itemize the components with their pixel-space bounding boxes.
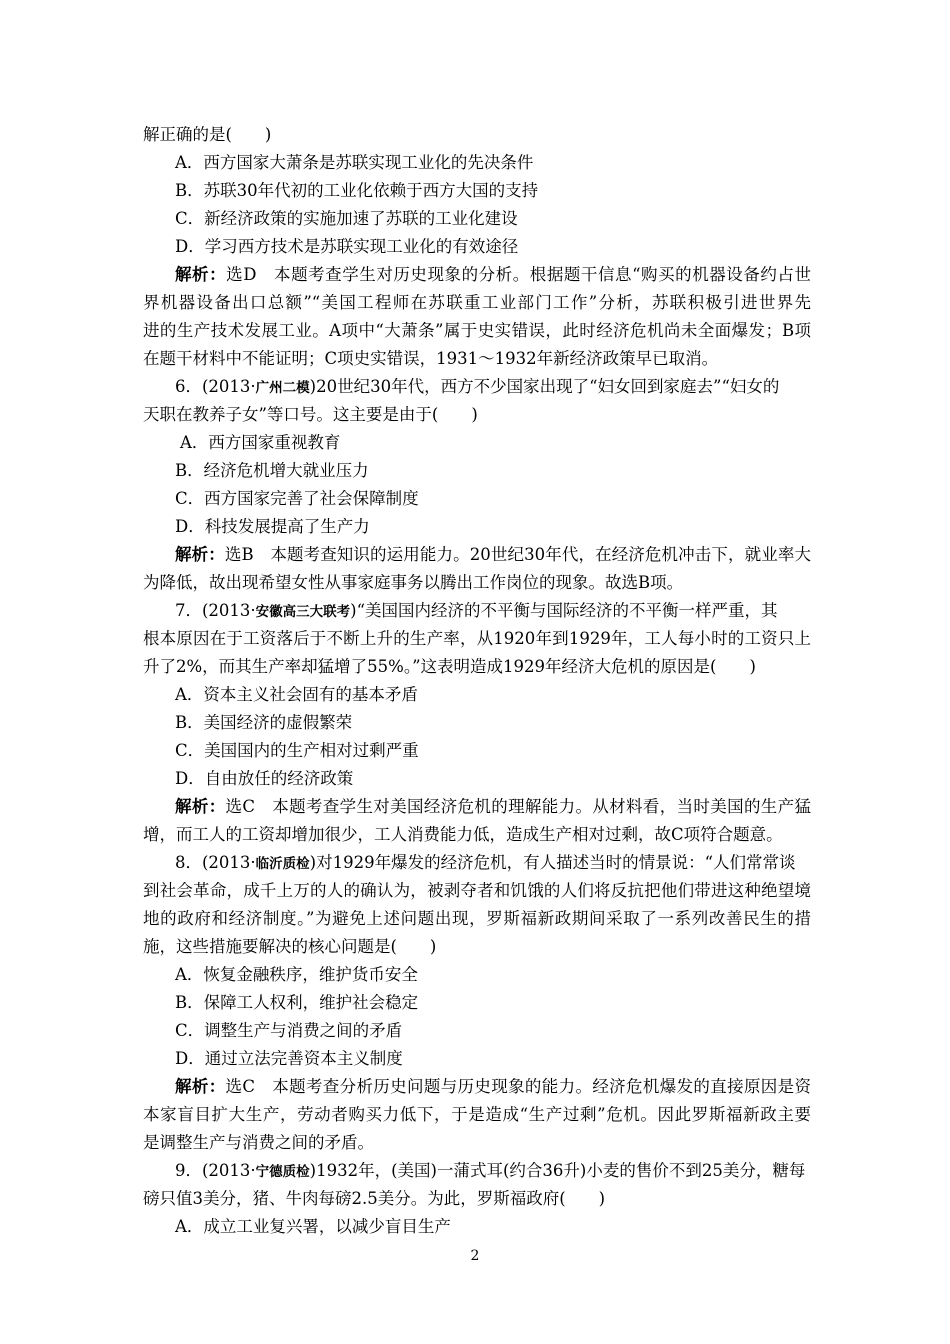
q6-option-a: A．西方国家重视教育 (180, 433, 341, 452)
q8-stem-line-4: 施，这些措施要解决的核心问题是( ) (143, 937, 437, 956)
q7-number: 7．(2013· (175, 601, 256, 620)
q6-analysis-line-2: 为降低，故出现希望女性从事家庭事务以腾出工作岗位的现象。故选B项。 (143, 573, 684, 592)
q5-option-b: B．苏联30年代初的工业化依赖于西方大国的支持 (175, 181, 539, 200)
q9-source: 宁德质检 (255, 1164, 310, 1180)
q7-option-d: D．自由放任的经济政策 (175, 769, 354, 788)
q7-stem-line-2: 根本原因在于工资落后于不断上升的生产率，从1920年到1929年，工人每小时的工资只上 (143, 629, 811, 648)
question-stem-continuation: 解正确的是( ) (143, 125, 272, 144)
q6-option-d: D．科技发展提高了生产力 (175, 517, 370, 536)
q5-analysis (175, 265, 811, 285)
analysis-label: 解析： (175, 1077, 226, 1096)
analysis-label: 解析： (175, 265, 227, 284)
q7-analysis-line-2: 增，而工人的工资却增加很少，工人消费能力低，造成生产相对过剩，故C项符合题意。 (143, 825, 783, 844)
q8-option-c: C．调整生产与消费之间的矛盾 (175, 1021, 403, 1040)
q8-analysis-line-3: 是调整生产与消费之间的矛盾。 (143, 1133, 374, 1152)
analysis-label: 解析： (175, 545, 225, 564)
q7-stem-line-3: 升了2%，而其生产率却猛增了55%。”这表明造成1929年经济大危机的原因是( ) (143, 657, 756, 676)
q7-option-a: A．资本主义社会固有的基本矛盾 (175, 685, 418, 704)
q8-stem-line-3: 地的政府和经济制度。”为避免上述问题出现，罗斯福新政期间采取了一系列改善民生的措 (143, 909, 811, 928)
analysis-label: 解析： (175, 797, 226, 816)
q7-source: 安徽高三大联考 (255, 604, 351, 620)
q8-stem-line-2: 到社会革命，成千上万的人的确认为，被剥夺者和饥饿的人们将反抗把他们带进这种绝望境 (143, 881, 811, 900)
q6-analysis (175, 545, 811, 565)
q6-option-b: B．经济危机增大就业压力 (175, 461, 369, 480)
q8-analysis (175, 1077, 811, 1097)
q8-stem (175, 853, 811, 874)
q5-analysis-line-3: 进的生产技术发展工业。A项中“大萧条”属于史实错误，此时经济危机尚未全面爆发；B项 (143, 321, 811, 340)
q9-option-a: A．成立工业复兴署，以减少盲目生产 (175, 1217, 451, 1236)
q5-option-d: D．学习西方技术是苏联实现工业化的有效途径 (175, 237, 519, 256)
q6-number: 6．(2013· (175, 377, 256, 396)
q8-option-b: B．保障工人权利，维护社会稳定 (175, 993, 419, 1012)
q7-analysis (175, 797, 811, 817)
q9-stem (175, 1161, 811, 1182)
q8-number: 8．(2013· (175, 853, 256, 872)
q5-analysis-line-4: 在题干材料中不能证明；C项史实错误，1931～1932年新经济政策早已取消。 (143, 349, 719, 368)
q7-option-b: B．美国经济的虚假繁荣 (175, 713, 353, 732)
q5-analysis-line-1: 选D 本题考查学生对历史现象的分析。根据题干信息“购买的机器设备约占世 (226, 265, 812, 284)
q9-stem-line-2: 磅只值3美分，猪、牛肉每磅2.5美分。为此，罗斯福政府( ) (143, 1189, 606, 1208)
q5-option-c: C．新经济政策的实施加速了苏联的工业化建设 (175, 209, 518, 228)
q7-stem (175, 601, 811, 622)
q6-stem-line-1: )20世纪30年代，西方不少国家出现了“妇女回到家庭去”“妇女的 (309, 377, 780, 396)
q6-source: 广州二模 (255, 380, 310, 396)
page-number: 2 (470, 1248, 480, 1264)
q6-stem-line-2: 天职在教养子女”等口号。这主要是由于( ) (143, 405, 478, 424)
q9-stem-line-1: )1932年，(美国)一蒲式耳(约合36升)小麦的售价不到25美分，糖每 (309, 1161, 806, 1180)
q8-option-d: D．通过立法完善资本主义制度 (175, 1049, 403, 1068)
q8-analysis-line-2: 本家盲目扩大生产，劳动者购买力低下，于是造成“生产过剩”危机。因此罗斯福新政主要 (143, 1105, 811, 1124)
q8-option-a: A．恢复金融秩序，维护货币安全 (175, 965, 418, 984)
q7-stem-line-1: )“美国国内经济的不平衡与国际经济的不平衡一样严重，其 (350, 601, 778, 620)
q6-analysis-line-1: 选B 本题考查知识的运用能力。20世纪30年代，在经济危机冲击下，就业率大 (224, 545, 811, 564)
q9-number: 9．(2013· (175, 1161, 256, 1180)
q5-option-a: A．西方国家大萧条是苏联实现工业化的先决条件 (175, 153, 534, 172)
q8-source: 临沂质检 (255, 856, 310, 872)
q6-stem (175, 377, 811, 398)
q7-option-c: C．美国国内的生产相对过剩严重 (175, 741, 419, 760)
q5-analysis-line-2: 界机器设备出口总额”“美国工程师在苏联重工业部门工作”分析，苏联积极引进世界先 (143, 293, 811, 312)
q6-option-c: C．西方国家完善了社会保障制度 (175, 489, 419, 508)
q7-analysis-line-1: 选C 本题考查学生对美国经济危机的理解能力。从材料看，当时美国的生产猛 (225, 797, 812, 816)
q8-analysis-line-1: 选C 本题考查分析历史问题与历史现象的能力。经济危机爆发的直接原因是资 (225, 1077, 812, 1096)
q8-stem-line-1: )对1929年爆发的经济危机，有人描述当时的情景说：“人们常常谈 (309, 853, 796, 872)
